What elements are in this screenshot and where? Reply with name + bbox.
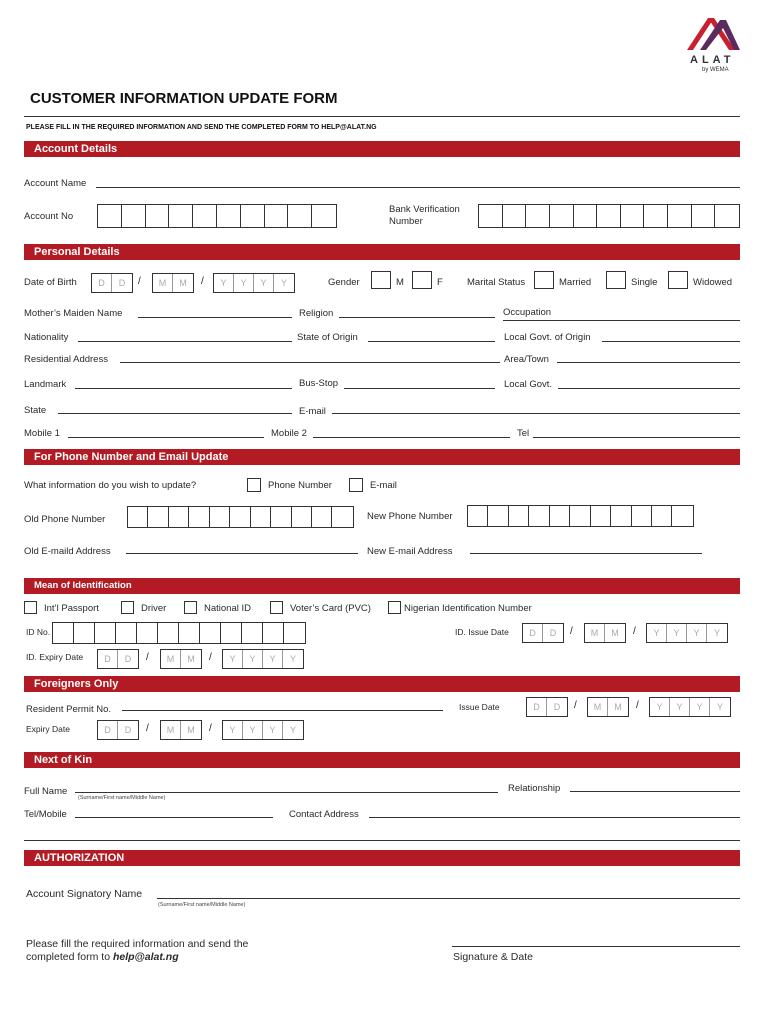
account-name-field[interactable] xyxy=(96,187,740,188)
label-old-phone: Old Phone Number xyxy=(24,514,106,525)
label-dob: Date of Birth xyxy=(24,277,77,288)
label-signature: Signature & Date xyxy=(453,951,533,963)
section-identification xyxy=(24,578,740,594)
relationship-field[interactable] xyxy=(570,791,740,792)
label-bvn-1: Bank Verification xyxy=(389,204,460,215)
label-area: Area/Town xyxy=(504,354,549,365)
contact-field-2[interactable] xyxy=(24,840,740,841)
mobile1-field[interactable] xyxy=(68,437,264,438)
label-maiden: Mother’s Maiden Name xyxy=(24,308,123,319)
address-field[interactable] xyxy=(120,362,500,363)
label-widowed: Widowed xyxy=(693,277,733,288)
tel-field[interactable] xyxy=(533,437,740,438)
label-marital: Marital Status xyxy=(467,277,526,288)
label-update-email: E-mail xyxy=(370,480,397,491)
id-issue-day[interactable]: D D xyxy=(522,623,564,643)
section-personal xyxy=(24,244,740,260)
nid-checkbox[interactable] xyxy=(184,601,197,614)
label-passport: Int’l Passport xyxy=(44,603,99,614)
label-contact: Contact Address xyxy=(289,809,359,820)
logo-name: ALAT xyxy=(690,54,735,66)
gender-m-checkbox[interactable] xyxy=(371,271,391,289)
label-gender: Gender xyxy=(328,277,360,288)
label-account-name: Account Name xyxy=(24,178,87,189)
label-email: E-mail xyxy=(299,406,326,417)
label-landmark: Landmark xyxy=(24,379,67,390)
section-authorization xyxy=(24,850,740,866)
signatory-hint: (Surname/First name/Middle Name) xyxy=(158,902,246,908)
label-occupation: Occupation xyxy=(503,307,552,318)
label-signatory: Account Signatory Name xyxy=(26,888,143,900)
label-mobile2: Mobile 2 xyxy=(271,428,307,439)
label-driver: Driver xyxy=(141,603,167,614)
label-update-phone: Phone Number xyxy=(268,480,332,491)
passport-checkbox[interactable] xyxy=(24,601,37,614)
section-update-title: For Phone Number and Email Update xyxy=(34,451,229,463)
footer-line-2 xyxy=(26,951,179,963)
kin-fullname-hint: (Surname/First name/Middle Name) xyxy=(78,795,166,801)
label-lga-origin: Local Govt. of Origin xyxy=(504,332,591,343)
old-phone-boxes[interactable] xyxy=(127,506,354,528)
label-foreign-expiry: Expiry Date xyxy=(26,724,70,734)
lga-field[interactable] xyxy=(558,388,740,389)
driver-checkbox[interactable] xyxy=(121,601,134,614)
section-kin xyxy=(24,752,740,768)
label-old-email: Old E-maild Address xyxy=(24,546,111,557)
label-new-phone: New Phone Number xyxy=(367,511,453,522)
foreign-issue-month[interactable]: M M xyxy=(587,697,629,717)
dob-year[interactable]: Y Y Y Y xyxy=(213,273,295,293)
foreign-expiry-day[interactable]: D D xyxy=(97,720,139,740)
married-checkbox[interactable] xyxy=(534,271,554,289)
footer-line-1: Please fill the required information and send the xyxy=(26,938,249,950)
id-issue-year[interactable]: Y Y Y Y xyxy=(646,623,728,643)
update-phone-checkbox[interactable] xyxy=(247,478,261,492)
landmark-field[interactable] xyxy=(75,388,292,389)
label-busstop: Bus-Stop xyxy=(299,378,339,389)
label-m: M xyxy=(396,277,404,288)
instruction: PLEASE FILL IN THE REQUIRED INFORMATION AND SEND THE COMPLETED FORM TO HELP@ALAT.NG xyxy=(26,124,377,131)
label-nid: National ID xyxy=(204,603,251,614)
lga-origin-field[interactable] xyxy=(602,341,740,342)
label-tel: Tel xyxy=(517,428,530,439)
update-email-checkbox[interactable] xyxy=(349,478,363,492)
foreign-issue-year[interactable]: Y Y Y Y xyxy=(649,697,731,717)
section-authorization-title: AUTHORIZATION xyxy=(34,852,125,864)
title-rule xyxy=(24,116,740,117)
label-foreign-issue: Issue Date xyxy=(459,702,500,712)
new-phone-boxes[interactable] xyxy=(467,505,694,527)
label-permit: Resident Permit No. xyxy=(26,704,112,715)
label-idno: ID No. xyxy=(26,627,51,637)
form-title: CUSTOMER INFORMATION UPDATE FORM xyxy=(30,90,338,107)
id-expiry-day[interactable]: D D xyxy=(97,649,139,669)
contact-field[interactable] xyxy=(369,817,740,818)
signatory-field[interactable] xyxy=(157,898,740,899)
foreign-issue-day[interactable]: D D xyxy=(526,697,568,717)
section-foreigners xyxy=(24,676,740,692)
widowed-checkbox[interactable] xyxy=(668,271,688,289)
label-voter: Voter’s Card (PVC) xyxy=(290,603,371,614)
section-update xyxy=(24,449,740,465)
foreign-expiry-year[interactable]: Y Y Y Y xyxy=(222,720,304,740)
area-field[interactable] xyxy=(557,362,740,363)
label-address: Residential Address xyxy=(24,354,108,365)
idno-boxes[interactable] xyxy=(52,622,306,644)
religion-field[interactable] xyxy=(339,317,495,318)
kin-tel-field[interactable] xyxy=(75,817,273,818)
old-email-field[interactable] xyxy=(126,553,358,554)
id-expiry-month[interactable]: M M xyxy=(160,649,202,669)
label-f: F xyxy=(437,277,443,288)
label-id-expiry: ID. Expiry Date xyxy=(26,652,84,662)
label-kin-fullname: Full Name xyxy=(24,786,68,797)
section-kin-title: Next of Kin xyxy=(34,754,93,766)
section-foreigners-title: Foreigners Only xyxy=(34,678,119,690)
label-account-no: Account No xyxy=(24,211,74,222)
kin-fullname-field[interactable] xyxy=(75,792,498,793)
label-single: Single xyxy=(631,277,658,288)
logo-sub: by WEMA xyxy=(702,67,729,73)
label-kin-tel: Tel/Mobile xyxy=(24,809,67,820)
label-bvn-2: Number xyxy=(389,216,423,227)
section-identification-title: Mean of Identification xyxy=(34,580,132,591)
new-email-field[interactable] xyxy=(470,553,702,554)
busstop-field[interactable] xyxy=(344,388,495,389)
alat-triangle-icon xyxy=(682,14,742,54)
id-issue-month[interactable]: M M xyxy=(584,623,626,643)
alat-logo xyxy=(682,14,742,78)
signature-field[interactable] xyxy=(452,946,740,947)
footer-email-link[interactable]: help@alat.ng xyxy=(112,951,179,963)
state-origin-field[interactable] xyxy=(368,341,495,342)
gender-f-checkbox[interactable] xyxy=(412,271,432,289)
nin-checkbox[interactable] xyxy=(388,601,401,614)
voter-checkbox[interactable] xyxy=(270,601,283,614)
account-no-boxes[interactable] xyxy=(97,204,337,228)
label-lga: Local Govt. xyxy=(504,379,553,390)
dob-month[interactable]: M M xyxy=(152,273,194,293)
label-mobile1: Mobile 1 xyxy=(24,428,60,439)
label-married: Married xyxy=(559,277,592,288)
bvn-boxes[interactable] xyxy=(478,204,740,228)
single-checkbox[interactable] xyxy=(606,271,626,289)
id-expiry-year[interactable]: Y Y Y Y xyxy=(222,649,304,669)
label-religion: Religion xyxy=(299,308,334,319)
section-account xyxy=(24,141,740,157)
footer-text: completed form to xyxy=(26,951,113,963)
permit-field[interactable] xyxy=(122,710,443,711)
occupation-field[interactable] xyxy=(503,320,740,321)
label-state: State xyxy=(24,405,47,416)
label-state-origin: State of Origin xyxy=(297,332,358,343)
foreign-expiry-month[interactable]: M M xyxy=(160,720,202,740)
dob-day[interactable]: D D xyxy=(91,273,133,293)
state-field[interactable] xyxy=(58,413,292,414)
mobile2-field[interactable] xyxy=(313,437,510,438)
maiden-field[interactable] xyxy=(138,317,292,318)
label-new-email: New E-mail Address xyxy=(367,546,453,557)
label-nin: Nigerian Identification Number xyxy=(404,603,532,614)
nationality-field[interactable] xyxy=(78,341,292,342)
label-update-question: What information do you wish to update? xyxy=(24,480,197,491)
section-account-title: Account Details xyxy=(34,143,118,155)
email-field[interactable] xyxy=(332,413,740,414)
section-personal-title: Personal Details xyxy=(34,246,120,258)
label-nationality: Nationality xyxy=(24,332,69,343)
label-relationship: Relationship xyxy=(508,783,561,794)
label-id-issue: ID. Issue Date xyxy=(455,627,509,637)
